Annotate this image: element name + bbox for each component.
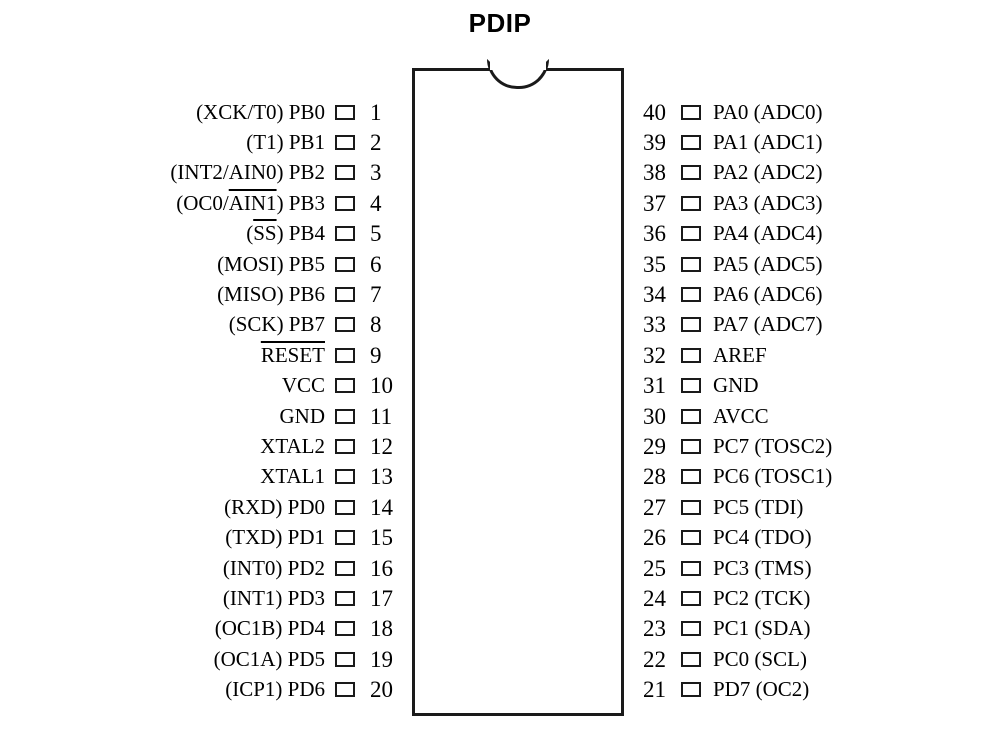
pin-number: 14 [370,494,393,520]
pin-lead [335,165,355,180]
pin-label: (INT1) PD3 [222,585,325,610]
pin-lead [335,409,355,424]
pin-lead [681,165,701,180]
pin-label: (MOSI) PB5 [217,251,325,276]
pin-number: 2 [370,129,382,155]
pin-lead [681,621,701,636]
pin-lead [335,226,355,241]
pin-number: 12 [370,433,393,459]
pin-label: PC2 (TCK) [713,585,811,610]
pin-row [614,219,934,249]
pin-label: AVCC [713,403,769,428]
pin-lead [335,105,355,120]
pin-number: 35 [643,251,666,277]
pin-lead [335,561,355,576]
pin-label: PC5 (TDI) [713,494,804,519]
pin-row [140,127,422,157]
pin-row [614,371,934,401]
pin-lead [335,287,355,302]
pin-lead [681,591,701,606]
package-notch-mask [490,62,546,70]
pin-label: (ICP1) PD6 [225,677,325,702]
pin-label: PA1 (ADC1) [713,129,823,154]
pin-row [140,431,422,461]
pin-number: 17 [370,585,393,611]
pin-number: 32 [643,342,666,368]
pin-lead [335,196,355,211]
pin-number: 11 [370,403,393,429]
pin-label: (MISO) PB6 [217,281,325,306]
pin-row [614,523,934,553]
pin-number: 26 [643,525,666,551]
pin-lead [335,348,355,363]
pin-row [140,279,422,309]
pin-number: 10 [370,373,393,399]
pin-number: 23 [643,616,666,642]
pin-number: 22 [643,646,666,672]
pin-label: (OC1A) PD5 [213,646,325,671]
pin-label: PC3 (TMS) [713,555,812,580]
pin-number: 3 [370,160,382,186]
pin-row [140,614,422,644]
pin-lead [335,257,355,272]
pin-number: 25 [643,555,666,581]
pin-number: 19 [370,646,393,672]
pin-label: XTAL2 [260,433,325,458]
pin-lead [681,469,701,484]
pin-row [140,462,422,492]
pin-label: PA4 (ADC4) [713,221,823,246]
pin-lead [681,317,701,332]
pin-number: 4 [370,190,382,216]
pin-row [140,219,422,249]
pin-lead [335,439,355,454]
pin-label: GND [713,373,759,398]
pin-number: 24 [643,585,666,611]
pin-row [614,401,934,431]
pin-label: PC1 (SDA) [713,616,811,641]
pin-row [614,614,934,644]
pin-number: 21 [643,677,666,703]
pin-lead [335,317,355,332]
pin-row [140,583,422,613]
pin-row [140,553,422,583]
pin-lead [335,500,355,515]
pin-lead [681,652,701,667]
page-title: PDIP [468,8,532,38]
pin-row [140,492,422,522]
pin-lead [335,469,355,484]
pin-label: VCC [281,373,325,398]
pin-label: (OC0/AIN1) PB3 [176,190,325,215]
pin-row [140,340,422,370]
pin-label: (INT2/AIN0) PB2 [170,160,325,185]
pin-row [614,249,934,279]
pin-lead [681,530,701,545]
pin-number: 13 [370,464,393,490]
pin-lead [335,621,355,636]
pin-number: 1 [370,99,382,125]
pin-lead [681,500,701,515]
pin-row [614,97,934,127]
pin-lead [681,226,701,241]
pin-lead [681,135,701,150]
pin-row [140,523,422,553]
pin-lead [681,561,701,576]
pin-lead [335,135,355,150]
pin-row [614,340,934,370]
pin-label: PC7 (TOSC2) [713,433,833,458]
pin-row [140,188,422,218]
pin-number: 7 [370,281,382,307]
pin-number: 39 [643,129,666,155]
pin-number: 27 [643,494,666,520]
pin-number: 37 [643,190,666,216]
pin-number: 15 [370,525,393,551]
pin-number: 38 [643,160,666,186]
pin-label: PA5 (ADC5) [713,251,823,276]
pin-lead [335,652,355,667]
pin-number: 9 [370,342,382,368]
pin-row [140,249,422,279]
pin-label: GND [279,403,325,428]
pin-number: 36 [643,221,666,247]
pin-lead [335,682,355,697]
pin-row [140,310,422,340]
pin-number: 28 [643,464,666,490]
pin-label: (INT0) PD2 [222,555,325,580]
pin-row [614,583,934,613]
pin-label: PC0 (SCL) [713,646,807,671]
pin-number: 30 [643,403,666,429]
pin-label: (XCK/T0) PB0 [196,99,325,124]
pin-number: 40 [643,99,666,125]
pin-lead [681,439,701,454]
pin-lead [681,257,701,272]
pin-label: PD7 (OC2) [713,677,810,702]
pin-row [140,97,422,127]
pin-lead [335,591,355,606]
pin-label: PA7 (ADC7) [713,312,823,337]
pin-row [140,371,422,401]
pin-number: 34 [643,281,666,307]
pin-label: (OC1B) PD4 [214,616,325,641]
pin-row [614,431,934,461]
pin-label: $(\overline{SS})$ PB4 [246,221,325,246]
pin-row [614,188,934,218]
pin-row [614,553,934,583]
pin-number: 29 [643,433,666,459]
pin-number: 6 [370,251,382,277]
pin-label: (TXD) PD1 [225,525,325,550]
pin-row [140,158,422,188]
pin-row [614,310,934,340]
pin-row [614,675,934,705]
pin-row [140,401,422,431]
pin-label: PC6 (TOSC1) [713,464,833,489]
pin-row [140,675,422,705]
pin-label: (T1) PB1 [246,129,325,154]
pin-row [614,492,934,522]
pin-lead [681,105,701,120]
pin-label: (RXD) PD0 [224,494,325,519]
pin-row [614,158,934,188]
pin-number: 31 [643,373,666,399]
pin-lead [681,196,701,211]
pin-row [614,462,934,492]
pin-number: 33 [643,312,666,338]
pin-label: PA0 (ADC0) [713,99,823,124]
pin-lead [681,682,701,697]
pin-number: 16 [370,555,393,581]
pin-row [614,279,934,309]
pin-lead [681,409,701,424]
pin-number: 5 [370,221,382,247]
pin-label: PA3 (ADC3) [713,190,823,215]
pin-row [614,127,934,157]
pin-number: 20 [370,677,393,703]
pin-number: 8 [370,312,382,338]
pin-label: PA2 (ADC2) [713,160,823,185]
pin-label: PC4 (TDO) [713,525,812,550]
pin-row [614,644,934,674]
pin-lead [681,378,701,393]
pin-number: 18 [370,616,393,642]
pin-lead [335,530,355,545]
pin-label: PA6 (ADC6) [713,281,823,306]
pin-lead [681,348,701,363]
pin-lead [335,378,355,393]
chip-package-body [412,68,624,716]
pin-lead [681,287,701,302]
pin-row [140,644,422,674]
pin-label: XTAL1 [260,464,325,489]
pin-label: (SCK) PB7 [228,312,325,337]
pin-label: AREF [713,342,767,367]
pin-label: RESET [260,342,325,367]
